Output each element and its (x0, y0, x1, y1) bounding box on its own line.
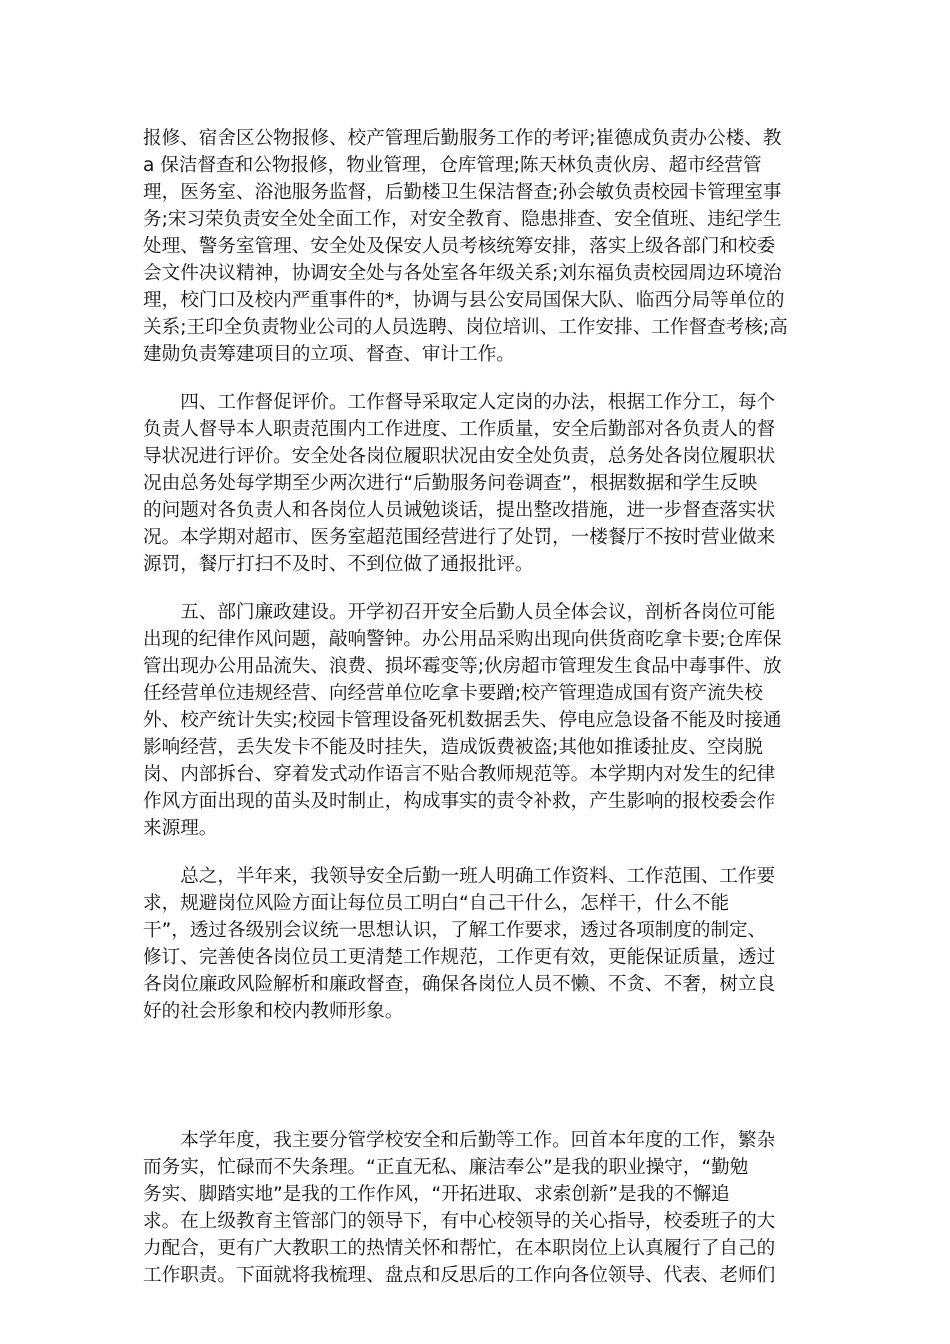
paragraph-line: 求，规避岗位风险方面让每位员工明白“自己干什么，怎样干，什么不能 (143, 893, 730, 914)
paragraph-line: 源罚，餐厅打扫不及时、不到位做了通报批评。 (143, 554, 534, 575)
paragraph-line: 导状况进行评价。安全处各岗位履职状况由安全处负责，总务处各岗位履职状 (143, 446, 776, 467)
paragraph-line: 好的社会形象和校内教师形象。 (143, 1001, 404, 1022)
paragraph-line: a 保洁督查和公物报修，物业管理，仓库管理;陈天林负责伙房、超市经营管 (143, 155, 762, 176)
paragraph-line: 务实、脚踏实地”是我的工作作风，“开拓进取、求索创新”是我的不懈追 (143, 1184, 730, 1205)
paragraph-line: 处理、警务室管理、安全处及保安人员考核统筹安排，落实上级各部门和校委 (143, 236, 776, 257)
paragraph-line: 外、校产统计失实;校园卡管理设备死机数据丢失、停电应急设备不能及时接通 (143, 710, 782, 731)
paragraph-line: 来源理。 (143, 818, 218, 839)
paragraph-line: 况由总务处每学期至少两次进行“后勤服务问卷调查”，根据数据和学生反映 (143, 473, 758, 494)
paragraph-line: 出现的纪律作风问题，敲响警钟。办公用品采购出现向供货商吃拿卡要;仓库保 (143, 629, 782, 650)
paragraph-line: 负责人督导本人职责范围内工作进度、工作质量，安全后勤部对各负责人的督 (143, 419, 776, 440)
paragraph-line: 工作职责。下面就将我梳理、盘点和反思后的工作向各位领导、代表、老师们 (143, 1265, 776, 1286)
paragraph-line: 五、部门廉政建设。开学初召开安全后勤人员全体会议，剖析各岗位可能 (143, 602, 776, 623)
paragraph-line: 求。在上级教育主管部门的领导下，有中心校领导的关心指导，校委班子的大 (143, 1211, 776, 1232)
paragraph-line: 四、工作督促评价。工作督导采取定人定岗的办法，根据工作分工，每个 (143, 392, 776, 413)
paragraph-line: 管出现办公用品流失、浪费、损坏霉变等;伙房超市管理发生食品中毒事件、放 (143, 656, 782, 677)
paragraph-line: 理，校门口及校内严重事件的*，协调与县公安局国保大队、临西分局等单位的 (143, 290, 785, 311)
paragraph-line: 岗、内部拆台、穿着发式动作语言不贴合教师规范等。本学期内对发生的纪律 (143, 764, 776, 785)
paragraph-line: 各岗位廉政风险解析和廉政督查，确保各岗位人员不懒、不贪、不奢，树立良 (143, 974, 776, 995)
paragraph-line: 关系;王印全负责物业公司的人员选聘、岗位培训、工作安排、工作督查考核;高 (143, 317, 788, 338)
paragraph-line: 修订、完善使各岗位员工更清楚工作规范，工作更有效，更能保证质量，透过 (143, 947, 776, 968)
paragraph-line: 本学年度，我主要分管学校安全和后勤等工作。回首本年度的工作，繁杂 (143, 1130, 776, 1151)
paragraph-line: 报修、宿舍区公物报修、校产管理后勤服务工作的考评;崔德成负责办公楼、教 (143, 128, 782, 149)
paragraph-line: 任经营单位违规经营、向经营单位吃拿卡要蹭;校产管理造成国有资产流失校 (143, 683, 763, 704)
paragraph-line: 务;宋习荣负责安全处全面工作，对安全教育、隐患排查、安全值班、违纪学生 (143, 209, 782, 230)
paragraph-line: 干”，透过各级别会议统一思想认识，了解工作要求，透过各项制度的制定、 (143, 920, 767, 941)
paragraph-line: 总之，半年来，我领导安全后勤一班人明确工作资料、工作范围、工作要 (143, 866, 776, 887)
paragraph-line: 力配合，更有广大教职工的热情关怀和帮忙，在本职岗位上认真履行了自己的 (143, 1238, 776, 1259)
paragraph-line: 会文件决议精神，协调安全处与各处室各年级关系;刘东福负责校园周边环境治 (143, 263, 782, 284)
paragraph-line: 的问题对各负责人和各岗位人员诫勉谈话，提出整改措施，进一步督查落实状 (143, 500, 776, 521)
paragraph-line: 理，医务室、浴池服务监督，后勤楼卫生保洁督查;孙会敏负责校园卡管理室事 (143, 182, 782, 203)
paragraph-line: 影响经营，丢失发卡不能及时挂失，造成饭费被盗;其他如推诿扯皮、空岗脱 (143, 737, 763, 758)
paragraph-line: 况。本学期对超市、医务室超范围经营进行了处罚，一楼餐厅不按时营业做来 (143, 527, 776, 548)
paragraph-line: 作风方面出现的苗头及时制止，构成事实的责令补救，产生影响的报校委会作 (143, 791, 776, 812)
paragraph-line: 建勋负责筹建项目的立项、督查、审计工作。 (143, 344, 515, 365)
paragraph-line: 而务实，忙碌而不失条理。“正直无私、廉洁奉公”是我的职业操守，“勤勉 (143, 1157, 749, 1178)
